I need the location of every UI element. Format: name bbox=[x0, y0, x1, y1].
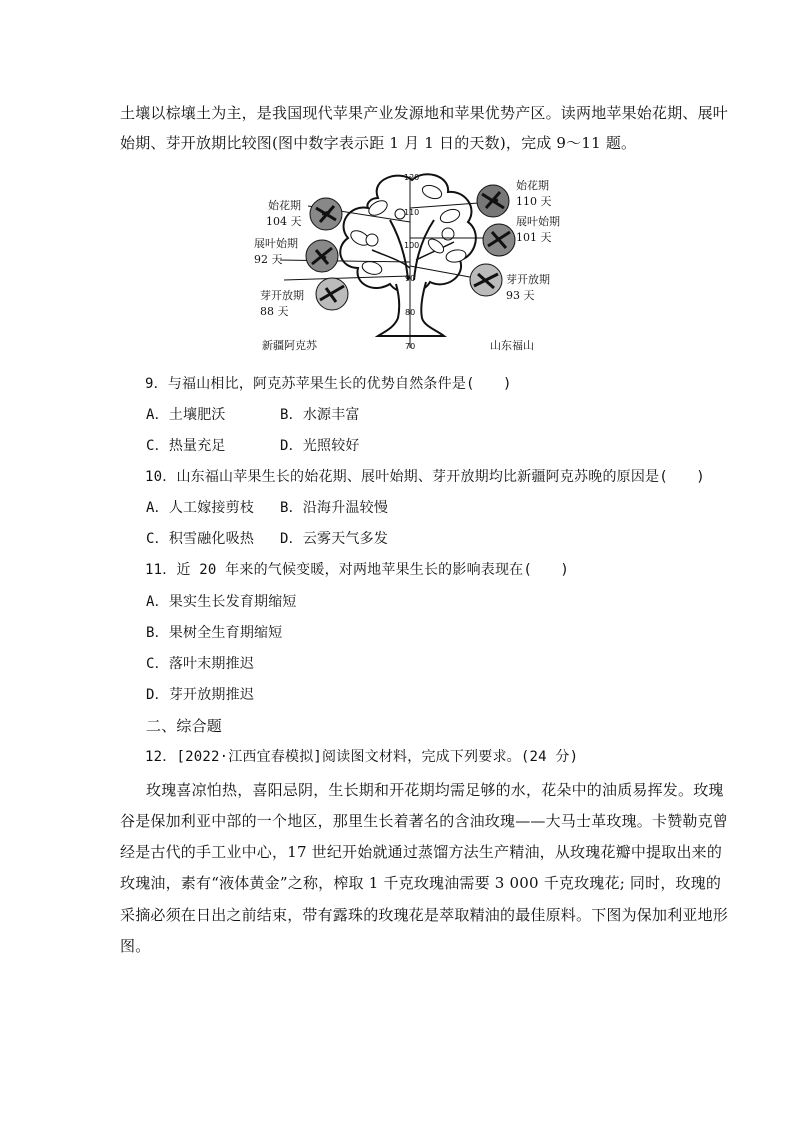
apple-tree-figure bbox=[250, 168, 560, 353]
q10-option-b: B．沿海升温较慢 bbox=[280, 500, 389, 516]
right-flowering-label: 始花期 bbox=[516, 179, 549, 192]
right-budding-days: 93 天 bbox=[506, 289, 535, 302]
left-leafing-label: 展叶始期 bbox=[254, 237, 298, 250]
right-budding-image bbox=[470, 264, 502, 296]
q9-option-a: A．土壤肥沃 bbox=[146, 407, 226, 423]
q12-para-line-2: 谷是保加利亚中部的一个地区，那里生长着著名的含油玫瑰——大马士革玫瑰。卡赞勒克曾 bbox=[120, 812, 729, 830]
right-leafing-days: 101 天 bbox=[516, 231, 552, 244]
scale-120: 120 bbox=[404, 173, 420, 182]
q9-option-c: C．热量充足 bbox=[146, 438, 226, 454]
q10-option-c: C．积雪融化吸热 bbox=[146, 531, 255, 547]
question-12-stem: 12．[2022·江西宜春模拟]阅读图文材料，完成下列要求。(24 分) bbox=[145, 749, 579, 765]
q10-option-a: A．人工嫁接剪枝 bbox=[146, 500, 255, 516]
left-leafing-image bbox=[306, 240, 338, 272]
q12-para-line-6: 图。 bbox=[120, 937, 151, 955]
right-leafing-label: 展叶始期 bbox=[516, 215, 560, 228]
left-leafing-days: 92 天 bbox=[254, 253, 283, 266]
right-flowering-days: 110 天 bbox=[516, 195, 552, 208]
scale-80: 80 bbox=[405, 308, 416, 317]
apple bbox=[366, 234, 378, 246]
left-flowering-label: 始花期 bbox=[268, 199, 301, 212]
scale-70: 70 bbox=[405, 342, 416, 351]
q12-para-line-4: 玫瑰油，素有“液体黄金”之称，榨取 1 千克玫瑰油需要 3 000 千克玫瑰花; 同时，玫瑰的 bbox=[120, 874, 722, 892]
q11-option-c: C．落叶末期推迟 bbox=[146, 656, 255, 672]
section-title: 二、综合题 bbox=[146, 717, 223, 735]
q12-para-line-1: 玫瑰喜凉怕热，喜阳忌阴，生长期和开花期均需足够的水，花朵中的油质易挥发。玫瑰 bbox=[146, 781, 724, 799]
question-10-stem: 10．山东福山苹果生长的始花期、展叶始期、芽开放期均比新疆阿克苏晚的原因是( ) bbox=[145, 469, 705, 485]
q11-option-d: D．芽开放期推迟 bbox=[146, 687, 255, 703]
question-9-stem: 9．与福山相比，阿克苏苹果生长的优势自然条件是( ) bbox=[145, 376, 512, 392]
q9-option-d: D．光照较好 bbox=[280, 438, 360, 454]
question-11-stem: 11．近 20 年来的气候变暖，对两地苹果生长的影响表现在( ) bbox=[145, 562, 570, 578]
scale-100: 100 bbox=[404, 241, 420, 250]
q11-option-a: A．果实生长发育期缩短 bbox=[146, 594, 297, 610]
q12-para-line-5: 采摘必须在日出之前结束，带有露珠的玫瑰花是萃取精油的最佳原料。下图为保加利亚地形 bbox=[120, 906, 729, 924]
scale-90: 90 bbox=[405, 274, 416, 283]
right-budding-label: 芽开放期 bbox=[506, 273, 550, 286]
left-place-caption: 新疆阿克苏 bbox=[262, 339, 317, 352]
right-flowering-image bbox=[477, 185, 509, 217]
right-place-caption: 山东福山 bbox=[490, 339, 534, 352]
left-budding-image bbox=[316, 278, 348, 310]
intro-line-1: 土壤以棕壤土为主，是我国现代苹果产业发源地和苹果优势产区。读两地苹果始花期、展叶 bbox=[120, 104, 729, 122]
left-flowering-days: 104 天 bbox=[266, 215, 302, 228]
q12-para-line-3: 经是古代的手工业中心，17 世纪开始就通过蒸馏方法生产精油，从玫瑰花瓣中提取出来的 bbox=[120, 843, 723, 861]
q10-option-d: D．云雾天气多发 bbox=[280, 531, 389, 547]
q9-option-b: B．水源丰富 bbox=[280, 407, 360, 423]
q11-option-b: B．果树全生育期缩短 bbox=[146, 625, 283, 641]
intro-line-2: 始期、芽开放期比较图(图中数字表示距 1 月 1 日的天数)，完成 9～11 题。 bbox=[120, 134, 637, 152]
left-budding-label: 芽开放期 bbox=[260, 289, 304, 302]
left-budding-days: 88 天 bbox=[260, 305, 289, 318]
right-leafing-image bbox=[483, 224, 515, 256]
scale-110: 110 bbox=[404, 208, 420, 217]
left-flowering-image bbox=[310, 198, 342, 230]
